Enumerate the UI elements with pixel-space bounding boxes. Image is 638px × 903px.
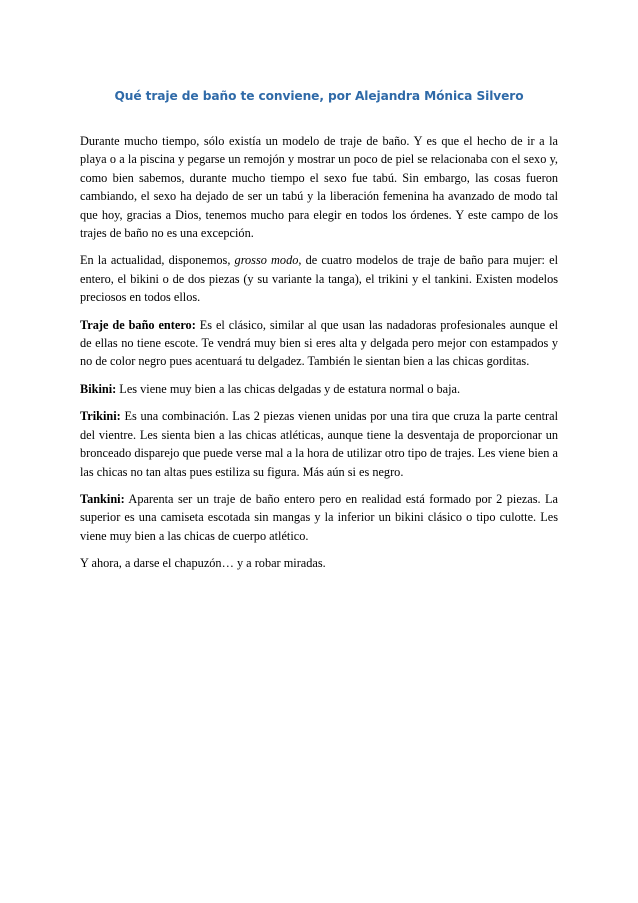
models-text-end: , de cuatro modelos de traje de baño para mujer: el entero, el bikini o de dos piezas (y su variante la tanga), el trikini y el tankini. Existen modelos preciosos en todos ellos. <box>80 253 558 305</box>
document-title: Qué traje de baño te conviene, por Alejandra Mónica Silvero <box>114 89 524 103</box>
models-text-start: En la actualidad, disponemos, <box>80 253 235 268</box>
tankini-paragraph <box>80 490 558 545</box>
closing-paragraph: Y ahora, a darse el chapuzón… y a robar miradas. <box>80 556 326 571</box>
trikini-paragraph <box>80 407 558 481</box>
bikini-paragraph <box>80 380 558 398</box>
trikini-text: Es una combinación. Las 2 piezas vienen unidas por una tira que cruza la parte central del vientre. Les sienta bien a las chicas atléticas, aunque tiene la desventaja de proporcionar un bronceado disparejo que puede verse mal a la hora de utilizar otro tipo de trajes. Les viene bien a las chicas no tan altas pues estiliza su figura. Más aún si es negro. <box>80 409 558 479</box>
intro-paragraph: Durante mucho tiempo, sólo existía un modelo de traje de baño. Y es que el hecho de ir a la playa o a la piscina y pegarse un remojón y mostrar un poco de piel se relacionaba con el sexo y, como bien sabemos, durante mucho tiempo el sexo fue tabú. Sin embargo, las cosas fueron cambiando, el sexo ha dejado de ser un tabú y la liberación femenina ha avanzado de modo tal que hoy, gracias a Dios, tenemos mucho para elegir en todos los órdenes. Y este campo de los trajes de baño no es una excepción. <box>80 134 558 241</box>
bikini-text: Les viene muy bien a las chicas delgadas y de estatura normal o baja. <box>116 381 461 396</box>
trikini-label: Trikini: <box>80 409 121 424</box>
document-body <box>80 132 558 582</box>
entero-label: Traje de baño entero: <box>80 317 196 332</box>
models-paragraph <box>80 251 558 306</box>
bikini-label: Bikini: <box>80 381 117 396</box>
entero-text: Es el clásico, similar al que usan las nadadoras profesionales aunque el de ellas no tiene escote. Te vendrá muy bien si eres alta y delgada pero mejor con estampados y no de color negro pues acentuará tu delgadez. También le sientan bien a las chicas gorditas. <box>80 317 558 369</box>
entero-paragraph <box>80 316 558 371</box>
tankini-label: Tankini: <box>80 491 125 506</box>
tankini-text: Aparenta ser un traje de baño entero pero en realidad está formado por 2 piezas. La superior es una camiseta escotada sin mangas y la inferior un bikini clásico o tipo culotte. Les viene muy bien a las chicas de cuerpo atlético. <box>80 491 558 543</box>
models-italic-phrase: grosso modo <box>234 253 299 268</box>
